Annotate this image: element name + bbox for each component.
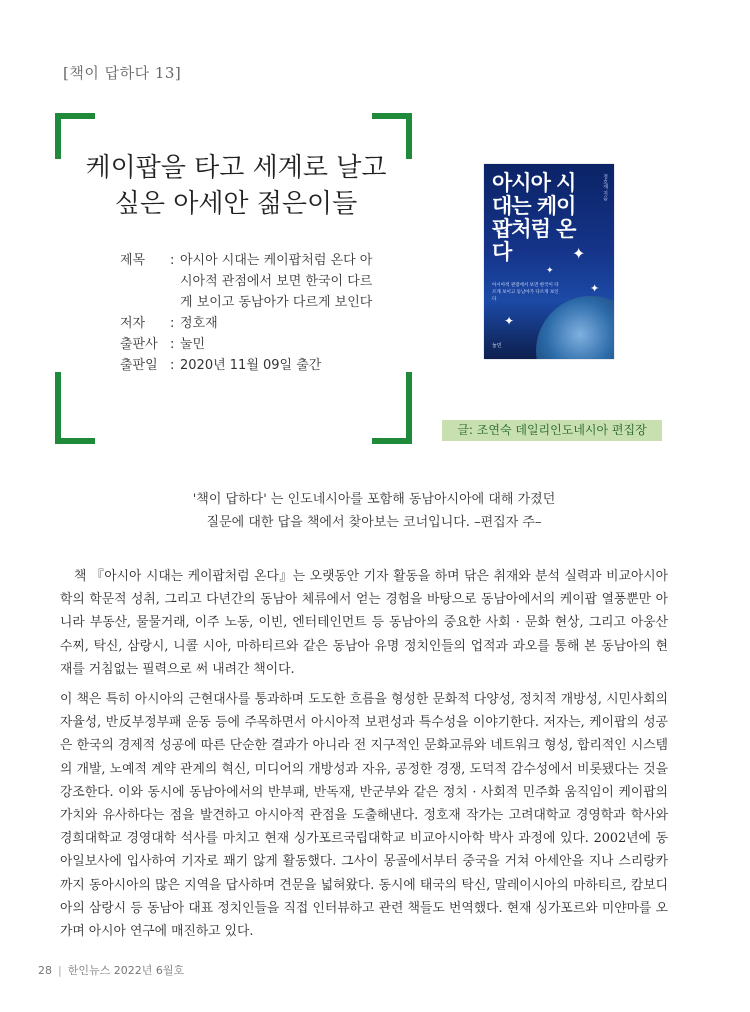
editor-note-line-1: '책이 답하다' 는 인도네시아를 포함해 동남아시아에 대해 가졌던 [192,492,556,507]
magazine-issue: 한인뉴스 2022년 6월호 [67,964,185,977]
editor-note-line-2: 질문에 대한 답을 책에서 찾아보는 코너입니다. –편집자 주– [206,515,542,530]
meta-value: 눌민 [180,337,206,352]
meta-row-publisher: 출판사 : 눌민 [120,334,380,355]
author-credit: 글: 조연숙 데일리인도네시아 편집장 [442,420,662,441]
meta-key: 출판사 [120,337,158,352]
star-icon: ✦ [572,244,586,263]
editor-note [100,488,648,534]
bracket-bottom-left [55,372,95,444]
meta-value: 2020년 11월 09일 출간 [180,358,322,373]
meta-value: 아시아 시대는 케이팝처럼 온다 아시아적 관점에서 보면 한국이 다르게 보이고 동남아가 다르게 보인다 [180,253,373,310]
star-icon: ✦ [504,314,515,328]
book-cover-image [484,164,614,359]
meta-row-title: 제목 : 아시아 시대는 케이팝처럼 온다 아시아적 관점에서 보면 한국이 다르게 보이고 동남아가 다르게 보인다 [120,250,380,313]
meta-key: 제목 [120,253,146,268]
book-cover-title: 아시아 시대는 케이팝처럼 온다 [492,171,576,264]
book-cover-author: 정호재 지음 [602,174,608,201]
earth-graphic [536,296,614,359]
page-footer: 28 | 한인뉴스 2022년 6월호 [38,964,185,977]
meta-value: 정호재 [180,316,218,331]
meta-row-author: 저자 : 정호재 [120,313,380,334]
article-title [62,150,410,222]
book-info [120,250,380,376]
body-paragraph-2: 이 책은 특히 아시아의 근현대사를 통과하며 도도한 흐름을 형성한 문화적 다양성, 정치적 개방성, 시민사회의 자율성, 반反부정부패 운동 등에 주목하면서 아시아적 보편성과 특수성을 이야기한다. 저자는, 케이팝의 성공은 한국의 경제적 성공에 따른 단순한 결과가 아니라 전 지구적인 문화교류와 네트워크 형성, 합리적인 시스템의 개발, 노예적 계약 관계의 혁신, 미디어의 개방성과 자유, 공정한 경쟁, 도덕적 감수성에서 비롯됐다는 것을 강조한다. 이와 동시에 동남아에서의 반부패, 반독재, 반군부와 같은 정치 · 사회적 민주화 움직임이 케이팝의 가치와 유사하다는 점을 발견하고 아시아적 관점을 도출해낸다. 정호재 작가는 고려대학교 경영학과 학사와 경희대학교 경영대학 석사를 마치고 현재 싱가포르국립대학교 비교아시아학 박사 과정에 있다. 2002년에 동아일보사에 입사하여 기자로 꽤기 않게 활동했다. 그사이 몽골에서부터 중국을 거쳐 아세안을 지나 스리랑카까지 동아시아의 많은 지역을 답사하며 견문을 넓혀왔다. 동시에 태국의 탁신, 말레이시아의 마하티르, 캄보디아의 삼랑시 등 동남아 대표 정치인들을 직접 인터뷰하고 관련 책들도 번역했다. 현재 싱가포르와 미얀마를 오가며 아시아 연구에 매진하고 있다. [60,692,668,940]
book-cover-publisher: 눌민 [492,343,502,349]
star-icon: ✦ [546,266,554,276]
page-number: 28 [38,964,52,977]
meta-key: 저자 [120,316,146,331]
book-cover-blurb: 아시아적 관점에서 보면 한국이 다르게 보이고 동남아가 다르게 보인다 [492,283,559,302]
meta-key: 출판일 [120,358,158,373]
star-icon: ✦ [590,282,600,295]
body-paragraph-1: 책 『아시아 시대는 케이팝처럼 온다』는 오랫동안 기자 활동을 하며 닦은 취재와 분석 실력과 비교아시아학의 학문적 성취, 그리고 다년간의 동남아 체류에서 얻는 경험을 바탕으로 동남아에서의 케이팝 열풍뿐만 아니라 부동산, 물물거래, 이주 노동, 이빈, 엔터테인먼트 등 동남아의 중요한 사회 · 문화 현상, 그리고 아웅산 수찌, 탁신, 삼랑시, 니콜 시아, 마하티르와 같은 동남아 유명 정치인들의 업적과 과오를 통해 본 동남아의 현재를 거침없는 필력으로 써 내려간 책이다. [60,569,668,677]
meta-row-date: 출판일 : 2020년 11월 09일 출간 [120,355,380,376]
title-line-2: 싶은 아세안 젊은이들 [114,189,358,219]
series-label: [책이 답하다 13] [63,64,182,82]
title-line-1: 케이팝을 타고 세계로 날고 [85,153,387,183]
bracket-bottom-right [372,372,412,444]
